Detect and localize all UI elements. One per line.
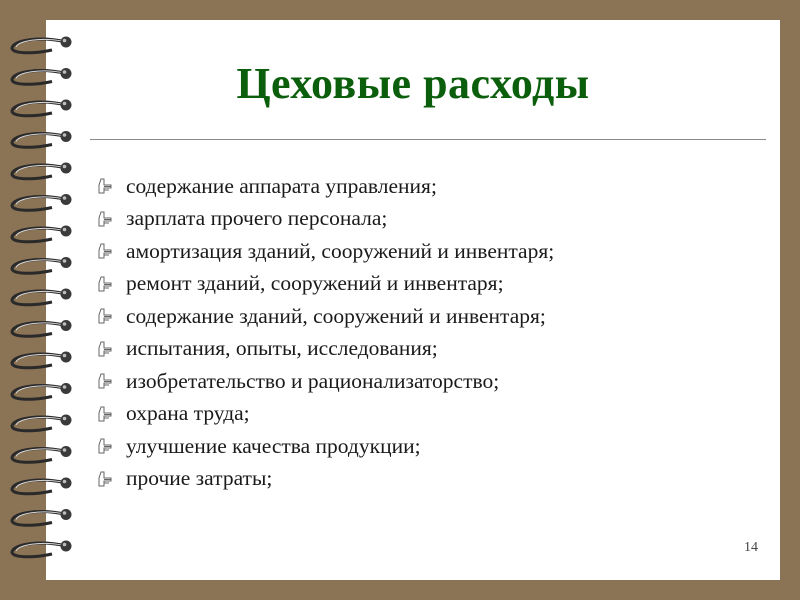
hand-pointing-icon (96, 371, 116, 391)
binding-ring (12, 352, 72, 368)
list-item (96, 333, 554, 366)
binding-ring (12, 257, 72, 273)
hand-pointing-icon (96, 241, 116, 261)
list-item (96, 300, 554, 333)
title-divider (90, 139, 766, 140)
binding-ring (12, 194, 72, 210)
binding-ring (12, 68, 72, 84)
hand-pointing-icon (96, 404, 116, 424)
list-item-text: содержание аппарата управления; (126, 173, 437, 198)
list-item (96, 235, 554, 268)
binding-ring (12, 446, 72, 462)
hand-pointing-icon (96, 339, 116, 359)
list-item-text: прочие затраты; (126, 466, 273, 491)
binding-ring (12, 478, 72, 494)
binding-ring (12, 226, 72, 242)
hand-pointing-icon (96, 274, 116, 294)
list-item-text: изобретательство и рационализаторство; (126, 368, 500, 393)
binding-ring (12, 509, 72, 525)
binding-ring (12, 320, 72, 336)
page-number: 14 (744, 540, 758, 555)
binding-ring (12, 541, 72, 557)
binding-ring (12, 383, 72, 399)
slide-title: Цеховые расходы (236, 59, 590, 108)
bullet-list (96, 170, 554, 495)
list-item (96, 463, 554, 496)
binding-ring (12, 100, 72, 116)
binding-ring (12, 131, 72, 147)
list-item (96, 268, 554, 301)
list-item-text: охрана труда; (126, 401, 250, 426)
list-item-text: содержание зданий, сооружений и инвентаря; (126, 303, 546, 328)
notebook-page (46, 20, 780, 580)
list-item (96, 398, 554, 431)
hand-pointing-icon (96, 306, 116, 326)
list-item (96, 203, 554, 236)
list-item (96, 365, 554, 398)
binding-ring (12, 37, 72, 53)
spiral-binding (0, 0, 80, 600)
binding-ring (12, 163, 72, 179)
hand-pointing-icon (96, 469, 116, 489)
hand-pointing-icon (96, 209, 116, 229)
hand-pointing-icon (96, 436, 116, 456)
binding-ring (12, 415, 72, 431)
list-item-text: испытания, опыты, исследования; (126, 336, 438, 361)
list-item (96, 430, 554, 463)
list-item-text: зарплата прочего персонала; (126, 206, 388, 231)
binding-ring (12, 289, 72, 305)
list-item-text: ремонт зданий, сооружений и инвентаря; (126, 271, 504, 296)
list-item (96, 170, 554, 203)
list-item-text: улучшение качества продукции; (126, 433, 421, 458)
hand-pointing-icon (96, 176, 116, 196)
list-item-text: амортизация зданий, сооружений и инвентаря; (126, 238, 555, 263)
